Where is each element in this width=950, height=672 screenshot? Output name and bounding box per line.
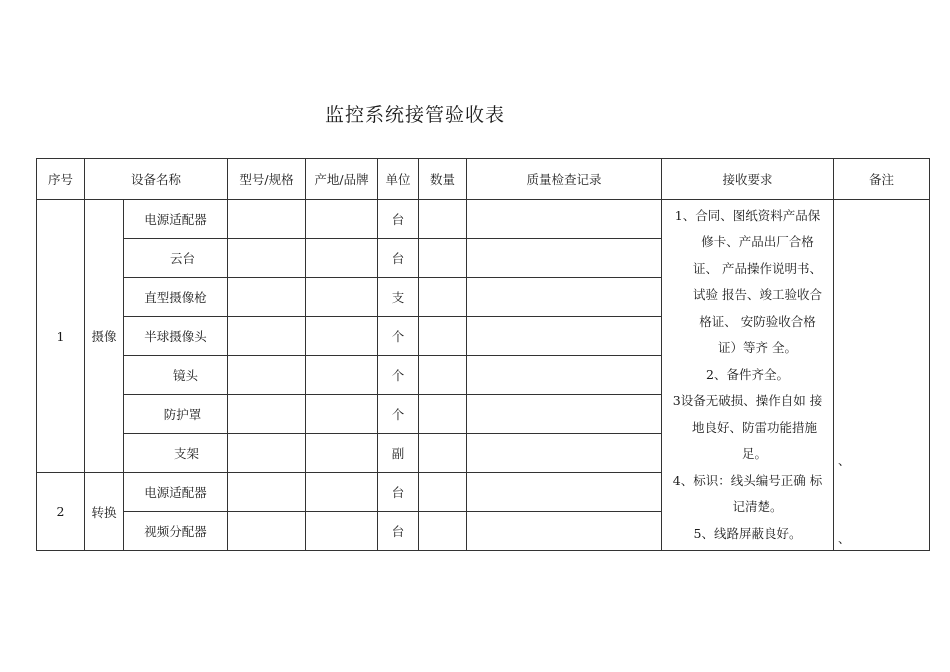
item-name: 电源适配器 xyxy=(124,200,228,239)
quantity-cell[interactable] xyxy=(419,434,467,473)
origin-cell[interactable] xyxy=(306,317,378,356)
model-cell[interactable] xyxy=(228,356,306,395)
origin-cell[interactable] xyxy=(306,200,378,239)
quantity-cell[interactable] xyxy=(419,512,467,551)
header-row xyxy=(37,159,930,200)
unit-cell: 个 xyxy=(378,317,419,356)
model-cell[interactable] xyxy=(228,395,306,434)
requirement-line: 5、线路屏蔽良好。 xyxy=(693,525,802,541)
requirement-line: 3设备无破损、操作自如 接 xyxy=(672,393,823,409)
quality-cell[interactable] xyxy=(467,278,662,317)
acceptance-table xyxy=(36,158,930,551)
unit-cell: 台 xyxy=(378,200,419,239)
item-name: 防护罩 xyxy=(124,395,228,434)
model-cell[interactable] xyxy=(228,200,306,239)
quantity-cell[interactable] xyxy=(419,317,467,356)
origin-cell[interactable] xyxy=(306,434,378,473)
model-cell[interactable] xyxy=(228,512,306,551)
unit-cell: 台 xyxy=(378,512,419,551)
quality-cell[interactable] xyxy=(467,434,662,473)
remarks-cell[interactable] xyxy=(834,200,930,551)
model-cell[interactable] xyxy=(228,473,306,512)
requirement-line: 1、合同、图纸资料产品保 xyxy=(674,207,821,223)
header-device-name: 设备名称 xyxy=(85,159,228,200)
requirement-line: 证、 产品操作说明书、 xyxy=(693,260,822,276)
header-remarks: 备注 xyxy=(834,159,930,200)
header-seq: 序号 xyxy=(37,159,85,200)
header-quality: 质量检查记录 xyxy=(467,159,662,200)
item-name: 云台 xyxy=(124,239,228,278)
group-seq: 1 xyxy=(37,200,85,473)
origin-cell[interactable] xyxy=(306,395,378,434)
item-name: 电源适配器 xyxy=(124,473,228,512)
quality-cell[interactable] xyxy=(467,395,662,434)
requirement-line: 地良好、防雷功能措施 xyxy=(692,419,818,435)
header-origin: 产地/品牌 xyxy=(306,159,378,200)
quality-cell[interactable] xyxy=(467,512,662,551)
item-name: 视频分配器 xyxy=(124,512,228,551)
quality-cell[interactable] xyxy=(467,317,662,356)
model-cell[interactable] xyxy=(228,239,306,278)
unit-cell: 个 xyxy=(378,356,419,395)
quantity-cell[interactable] xyxy=(419,200,467,239)
header-requirements: 接收要求 xyxy=(662,159,834,200)
header-model: 型号/规格 xyxy=(228,159,306,200)
quantity-cell[interactable] xyxy=(419,395,467,434)
origin-cell[interactable] xyxy=(306,356,378,395)
origin-cell[interactable] xyxy=(306,278,378,317)
header-unit: 单位 xyxy=(378,159,419,200)
model-cell[interactable] xyxy=(228,317,306,356)
item-name: 镜头 xyxy=(124,356,228,395)
requirement-line: 证）等齐 全。 xyxy=(718,340,797,356)
requirement-line: 记清楚。 xyxy=(732,499,783,515)
model-cell[interactable] xyxy=(228,434,306,473)
group-seq: 2 xyxy=(37,473,85,551)
origin-cell[interactable] xyxy=(306,512,378,551)
requirement-line: 足。 xyxy=(742,446,768,462)
unit-cell: 台 xyxy=(378,239,419,278)
requirement-line: 修卡、产品出厂合格 xyxy=(701,234,814,250)
quality-cell[interactable] xyxy=(467,200,662,239)
quality-cell[interactable] xyxy=(467,356,662,395)
origin-cell[interactable] xyxy=(306,239,378,278)
table-row xyxy=(37,200,930,239)
unit-cell: 个 xyxy=(378,395,419,434)
group-category: 摄像 xyxy=(85,200,124,473)
item-name: 支架 xyxy=(124,434,228,473)
unit-cell: 副 xyxy=(378,434,419,473)
model-cell[interactable] xyxy=(228,278,306,317)
requirements-cell xyxy=(662,200,834,551)
quantity-cell[interactable] xyxy=(419,356,467,395)
remark-mark: 、 xyxy=(838,532,851,546)
requirement-line: 格证、 安防验收合格 xyxy=(699,313,816,329)
unit-cell: 台 xyxy=(378,473,419,512)
document-title: 监控系统接管验收表 xyxy=(324,104,505,126)
group-category: 转换 xyxy=(85,473,124,551)
requirement-line: 试验 报告、竣工验收合 xyxy=(693,287,822,303)
origin-cell[interactable] xyxy=(306,473,378,512)
unit-cell: 支 xyxy=(378,278,419,317)
header-quantity: 数量 xyxy=(419,159,467,200)
requirement-line: 2、备件齐全。 xyxy=(706,366,789,382)
item-name: 直型摄像枪 xyxy=(124,278,228,317)
quantity-cell[interactable] xyxy=(419,278,467,317)
item-name: 半球摄像头 xyxy=(124,317,228,356)
requirement-line: 4、标识：线头编号正确 标 xyxy=(672,472,823,488)
remark-mark: 、 xyxy=(838,454,851,468)
quality-cell[interactable] xyxy=(467,473,662,512)
quantity-cell[interactable] xyxy=(419,239,467,278)
quality-cell[interactable] xyxy=(467,239,662,278)
quantity-cell[interactable] xyxy=(419,473,467,512)
